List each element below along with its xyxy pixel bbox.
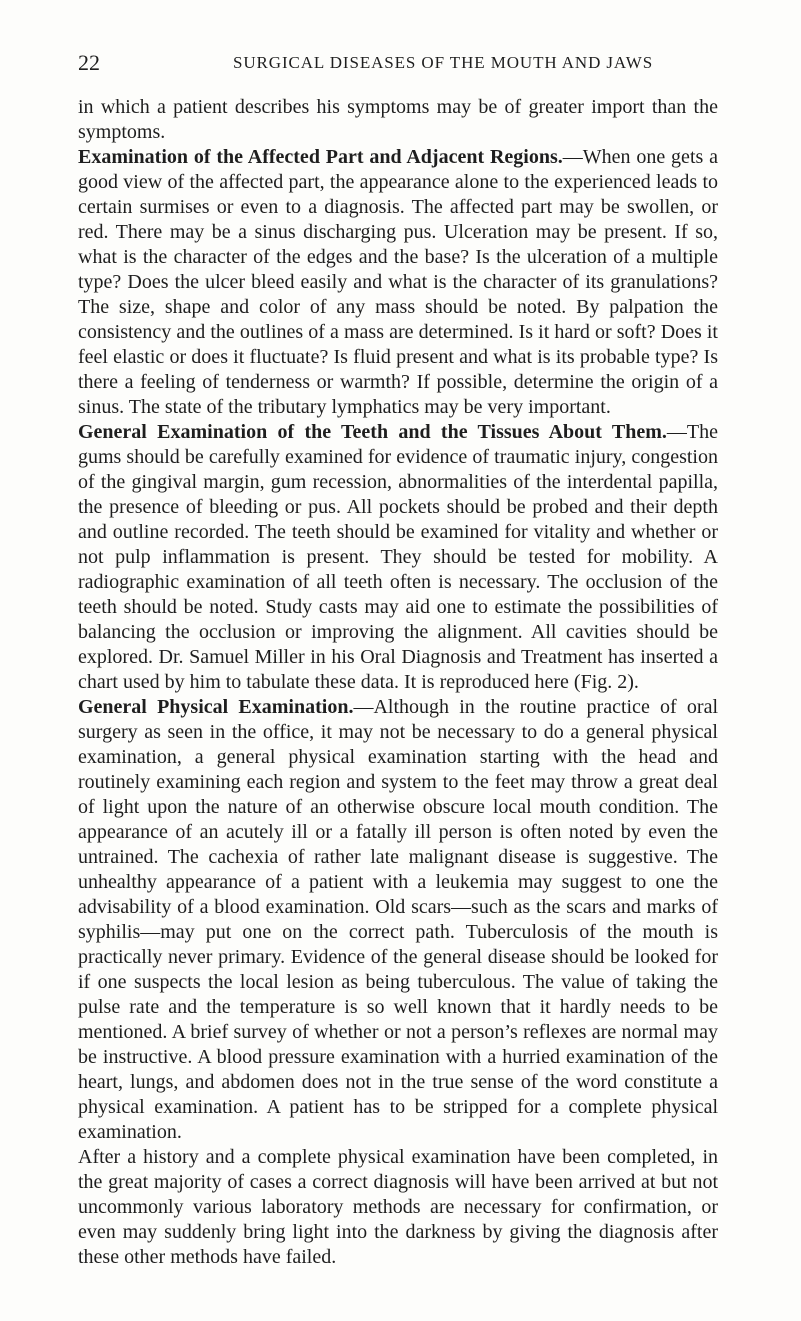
running-head: SURGICAL DISEASES OF THE MOUTH AND JAWS bbox=[233, 53, 654, 72]
paragraph-text: —When one gets a good view of the affected part, the appearance alone to the experienced leads to certain surmises or even to a diagnosis. The affected part may be swollen, or red. There may be a sinus discharging pus. Ulceration may be present. If so, what is the character of the edges and the base? Is the ulceration of a multiple type? Does the ulcer bleed easily and what is the character of its granulations? The size, shape and color of any mass should be noted. By palpation the consistency and the outlines of a mass are determined. Is it hard or soft? Does it feel elastic or does it fluctuate? Is fluid present and what is its probable type? Is there a feeling of tenderness or warmth? If possible, determine the origin of a sinus. The state of the tributary lymphatics may be very important. bbox=[78, 146, 718, 418]
page-header bbox=[78, 50, 718, 76]
paragraph-text: After a history and a complete physical examination have been completed, in the great majority of cases a correct diagnosis will have been arrived at but not uncommonly various laboratory methods are necessary for confirmation, or even may suddenly bring light into the darkness by giving the diagnosis after these other methods have failed. bbox=[78, 1146, 718, 1268]
paragraph-physical-exam bbox=[78, 695, 718, 1145]
page-number: 22 bbox=[78, 50, 100, 75]
paragraph-text: in which a patient describes his symptoms may be of greater import than the symptoms. bbox=[78, 96, 718, 143]
paragraph-text: —Although in the routine practice of oral surgery as seen in the office, it may not be necessary to do a general physical examination, a general physical examination starting with the head and routinely examining each region and system to the feet may throw a great deal of light upon the nature of an otherwise obscure local mouth condition. The appearance of an acutely ill or a fatally ill person is often noted by even the untrained. The cachexia of rather late malignant disease is suggestive. The unhealthy appearance of a patient with a leukemia may suggest to one the advisability of a blood examination. Old scars—such as the scars and marks of syphilis—may put one on the correct path. Tuberculosis of the mouth is practically never primary. Evidence of the general disease should be looked for if one suspects the local lesion as being tuberculous. The value of taking the pulse rate and the temperature is so well known that it hardly needs to be mentioned. A brief survey of whether or not a person’s reflexes are normal may be instructive. A blood pressure examination with a hurried examination of the heart, lungs, and abdomen does not in the true sense of the word constitute a physical examination. A patient has to be stripped for a complete physical examination. bbox=[78, 696, 719, 1143]
paragraph-teeth-tissues bbox=[78, 420, 718, 695]
paragraph-after-history bbox=[78, 1145, 718, 1270]
section-heading-affected-part: Examination of the Affected Part and Adjacent Regions. bbox=[78, 146, 563, 168]
section-heading-physical-exam: General Physical Examination. bbox=[78, 696, 354, 718]
paragraph-text: —The gums should be carefully examined for evidence of traumatic injury, congestion of the gingival margin, gum recession, abnormalities of the interdental papilla, the presence of bleeding or pus. All pockets should be probed and their depth and outline recorded. The teeth should be examined for vitality and whether or not pulp inflammation is present. They should be tested for mobility. A radiographic examination of all teeth often is necessary. The occlusion of the teeth should be noted. Study casts may aid one to estimate the possibilities of balancing the occlusion or improving the alignment. All cavities should be explored. Dr. Samuel Miller in his Oral Diagnosis and Treatment has inserted a chart used by him to tabulate these data. It is reproduced here (Fig. 2). bbox=[78, 421, 718, 693]
paragraph-continuation bbox=[78, 95, 718, 145]
paragraph-affected-part bbox=[78, 145, 718, 420]
section-heading-teeth-tissues: General Examination of the Teeth and the Tissues About Them. bbox=[78, 421, 667, 443]
body-text bbox=[78, 95, 718, 1270]
